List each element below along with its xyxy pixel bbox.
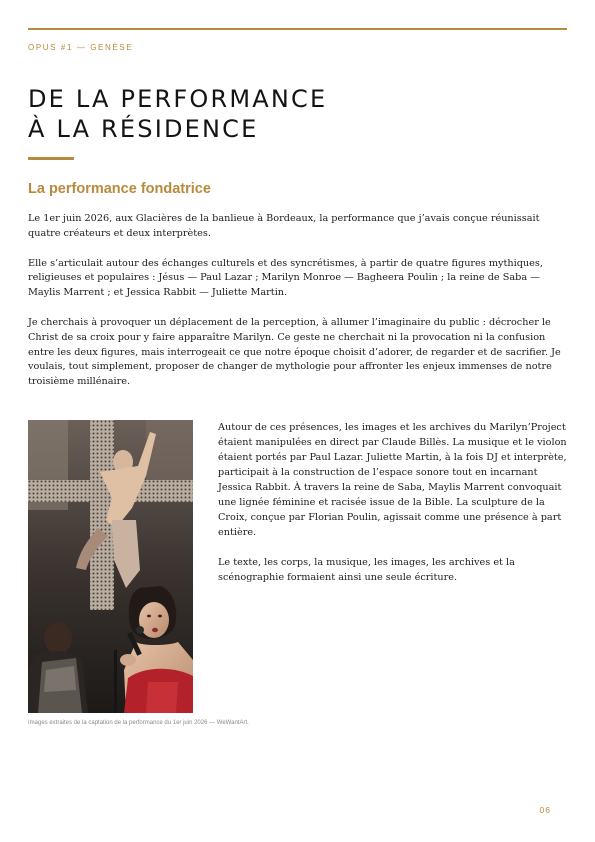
side-paragraph-1: Autour de ces présences, les images et les archives du Marilyn’Project étaient manipulées en direct par Claude Billès. La musique et le violon étaient portés par Paul Lazar. Juliette Martin, à la fois DJ et interprète, participait à la construction de l’espace sonore tout en incarnant Jessica Rabbit. À travers la reine de Saba, Maylis Marrent convoquait une lignée féminine et racisée issue de la Bible. La sculpture de la Croix, conçue par Florian Poulin, agissait comme une présence à part entière. bbox=[218, 422, 567, 538]
side-paragraph-2: Le texte, les corps, la musique, les images, les archives et la scénographie formaient ainsi une seule écriture. bbox=[218, 557, 515, 583]
body-paragraph-1: Le 1er juin 2026, aux Glacières de la banlieue à Bordeaux, la performance que j’avais conçue réunissait quatre créateurs et deux interprètes. bbox=[28, 213, 540, 239]
page-title bbox=[28, 84, 567, 144]
title-underline bbox=[28, 157, 74, 160]
body-paragraph-3: Je cherchais à provoquer un déplacement de la perception, à allumer l’imaginaire du public : décrocher le Christ de sa croix pour y faire apparaître Marilyn. Ce geste ne cherchait ni la provocation ni la confusion entre les deux figures, mais interrogeait ce que notre époque choisit d’adorer, de regarder et de sacrifier. Je voulais, tout simplement, proposer de changer de mythologie pour affronter les enjeux immenses de notre troisième millénaire. bbox=[28, 316, 561, 388]
section-kicker: OPUS #1 — GENÈSE bbox=[28, 43, 134, 52]
performance-photo-illustration bbox=[28, 420, 193, 713]
main-body-text bbox=[28, 212, 567, 405]
page-title-line-1: DE LA PERFORMANCE bbox=[28, 85, 328, 113]
body-paragraph-2: Elle s’articulait autour des échanges culturels et des syncrétismes, à partir de quatre figures mythiques, religieuses et populaires : Jésus — Paul Lazar ; Marilyn Monroe — Bagheera Poulin ; la reine de Saba — Maylis Marrent ; et Jessica Rabbit — Juliette Martin. bbox=[28, 257, 543, 299]
photo-caption: Images extraites de la captation de la performance du 1er juin 2026 — WeWantArt. bbox=[28, 720, 249, 726]
section-heading: La performance fondatrice bbox=[28, 181, 211, 197]
side-column-text bbox=[218, 420, 567, 600]
performance-photo bbox=[28, 420, 193, 713]
page-number: 06 bbox=[539, 805, 551, 815]
top-rule bbox=[28, 28, 567, 30]
page-title-line-2: À LA RÉSIDENCE bbox=[28, 115, 259, 143]
